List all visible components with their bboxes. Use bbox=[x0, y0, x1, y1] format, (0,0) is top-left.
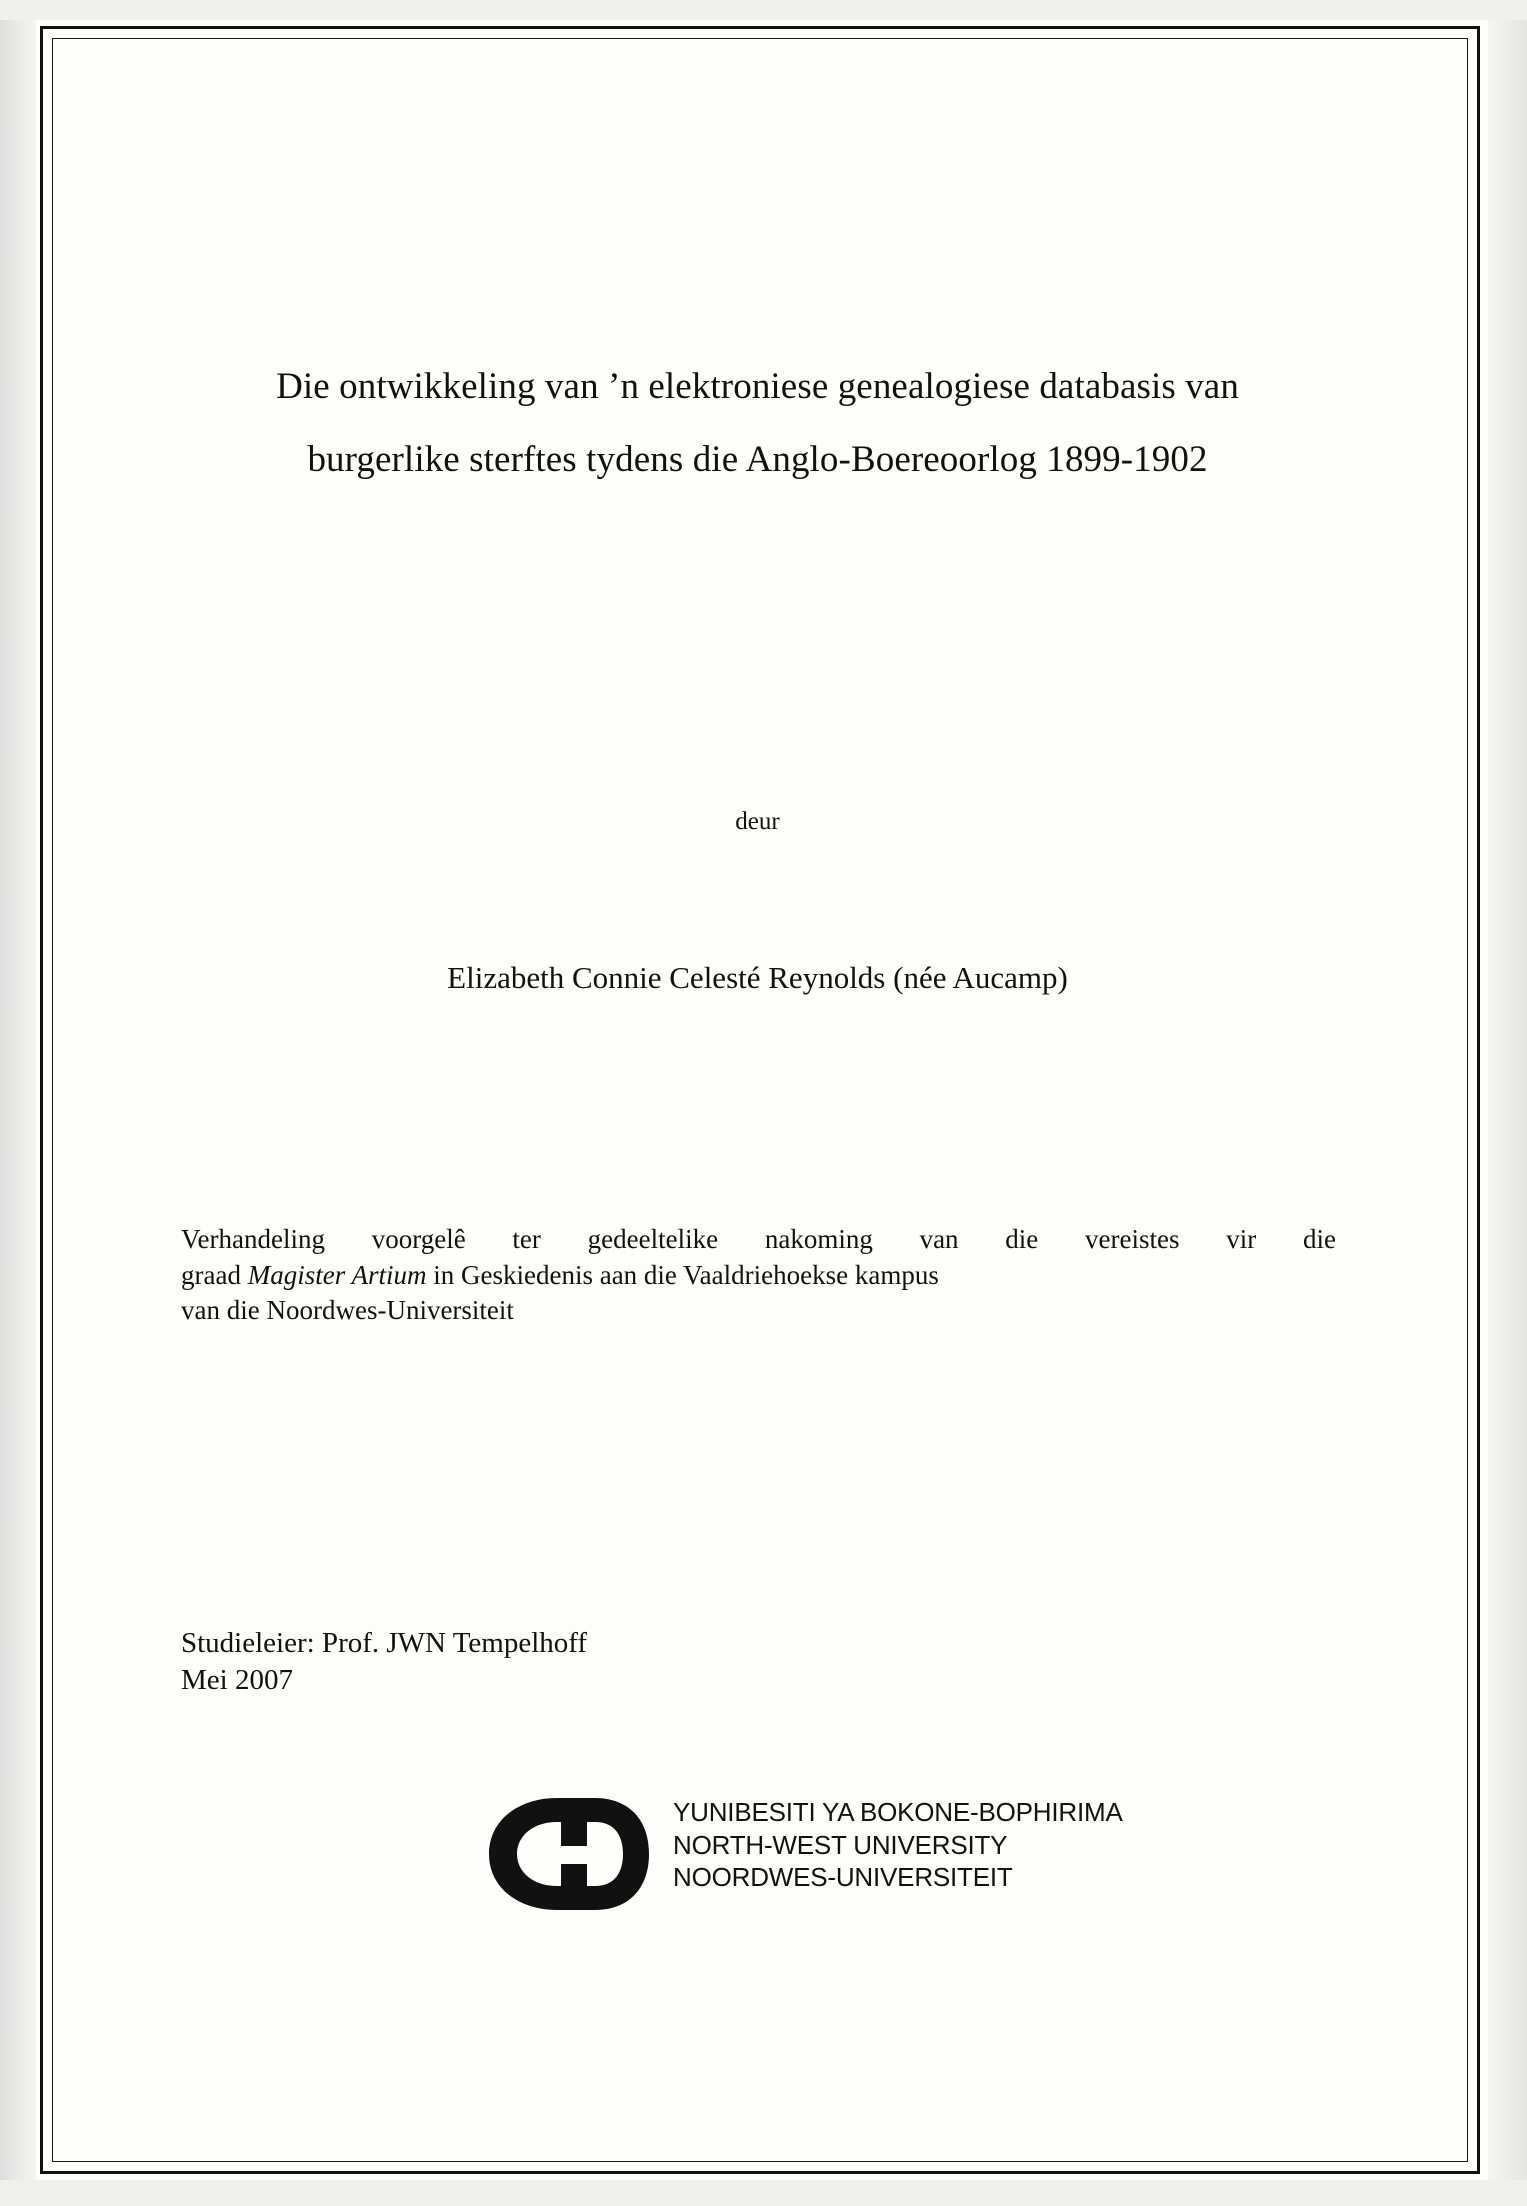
north-west-university-logo-icon bbox=[473, 1794, 663, 1914]
degree-statement bbox=[181, 1222, 1336, 1329]
scan-edge-right bbox=[1488, 0, 1527, 2206]
supervisor-block bbox=[181, 1625, 1181, 1699]
title-line-1: Die ontwikkeling van ’n elektroniese genealogiese databasis van bbox=[276, 366, 1239, 407]
degree-statement-line-2 bbox=[181, 1258, 1336, 1294]
date-line: Mei 2007 bbox=[181, 1664, 293, 1697]
degree-name-italic: Magister Artium bbox=[247, 1259, 427, 1290]
degree-statement-line-1: Verhandeling voorgelê ter gedeeltelike nakoming van die vereistes vir die bbox=[181, 1224, 1336, 1254]
logo-text-line-1: YUNIBESITI YA BOKONE-BOPHIRIMA bbox=[673, 1797, 1123, 1827]
scan-edge-left bbox=[0, 0, 36, 2206]
degree-statement-line-2-prefix: graad bbox=[181, 1259, 248, 1290]
title-line-2: burgerlike sterftes tydens die Anglo-Boereoorlog 1899-1902 bbox=[307, 439, 1208, 480]
university-logo-text bbox=[673, 1796, 1123, 1894]
degree-statement-line-2-suffix: in Geskiedenis aan die Vaaldriehoekse kampus bbox=[426, 1259, 939, 1290]
logo-text-line-2: NORTH-WEST UNIVERSITY bbox=[673, 1829, 1008, 1860]
title-page-content bbox=[175, 0, 1340, 2206]
logo-text-line-3: NOORDWES-UNIVERSITEIT bbox=[673, 1862, 1013, 1892]
university-logo-block bbox=[473, 1790, 1173, 1920]
by-label: deur bbox=[735, 808, 780, 835]
author-name: Elizabeth Connie Celesté Reynolds (née Aucamp) bbox=[447, 960, 1068, 995]
degree-statement-line-3: van die Noordwes-Universiteit bbox=[181, 1295, 514, 1326]
supervisor-line: Studieleier: Prof. JWN Tempelhoff bbox=[181, 1627, 588, 1659]
page-title bbox=[175, 368, 1340, 478]
